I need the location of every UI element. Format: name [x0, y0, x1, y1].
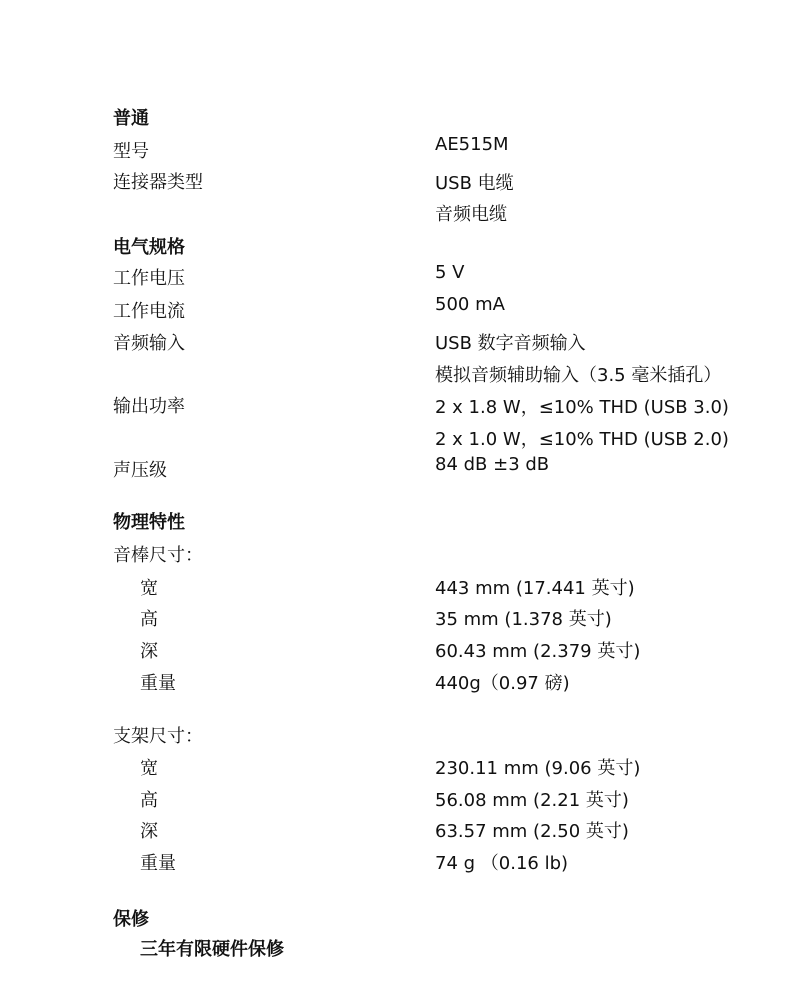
soundbar-weight-value: 440g（0.97 磅) — [435, 673, 570, 694]
soundbar-height-label: 高 — [140, 609, 158, 630]
sound-pressure-level-value: 84 dB ±3 dB — [435, 454, 550, 475]
stand-depth-label: 深 — [140, 821, 158, 842]
section-heading-physical: 物理特性 — [113, 512, 185, 533]
section-heading-warranty: 保修 — [113, 909, 149, 930]
operating-voltage-label: 工作电压 — [113, 268, 185, 289]
connector-type-value: USB 电缆 — [435, 173, 514, 194]
model-value: AE515M — [435, 134, 509, 155]
output-power-value: 2 x 1.8 W，≤10% THD (USB 3.0) — [435, 397, 729, 418]
audio-input-label: 音频输入 — [113, 333, 185, 354]
section-heading-general: 普通 — [113, 108, 149, 129]
sound-pressure-level-label: 声压级 — [113, 460, 167, 481]
soundbar-weight-label: 重量 — [140, 673, 176, 694]
connector-type-label: 连接器类型 — [113, 172, 203, 193]
audio-input-value: 模拟音频辅助输入（3.5 毫米插孔） — [435, 365, 722, 386]
soundbar-dimensions-label: 音棒尺寸： — [113, 545, 203, 566]
warranty-value: 三年有限硬件保修 — [140, 939, 284, 960]
stand-weight-label: 重量 — [140, 853, 176, 874]
stand-width-label: 宽 — [140, 758, 158, 779]
stand-depth-value: 63.57 mm (2.50 英寸) — [435, 821, 629, 842]
output-power-value: 2 x 1.0 W，≤10% THD (USB 2.0) — [435, 429, 729, 450]
output-power-label: 输出功率 — [113, 396, 185, 417]
stand-width-value: 230.11 mm (9.06 英寸) — [435, 758, 641, 779]
audio-input-value: USB 数字音频输入 — [435, 333, 586, 354]
connector-type-value: 音频电缆 — [435, 204, 507, 225]
soundbar-height-value: 35 mm (1.378 英寸) — [435, 609, 612, 630]
section-heading-electrical: 电气规格 — [113, 237, 185, 258]
soundbar-width-value: 443 mm (17.441 英寸) — [435, 578, 635, 599]
soundbar-width-label: 宽 — [140, 578, 158, 599]
operating-current-value: 500 mA — [435, 294, 505, 315]
operating-current-label: 工作电流 — [113, 301, 185, 322]
stand-dimensions-label: 支架尺寸： — [113, 726, 203, 747]
model-label: 型号 — [113, 141, 149, 162]
stand-height-label: 高 — [140, 790, 158, 811]
stand-weight-value: 74 g （0.16 lb) — [435, 853, 569, 874]
stand-height-value: 56.08 mm (2.21 英寸) — [435, 790, 629, 811]
soundbar-depth-value: 60.43 mm (2.379 英寸) — [435, 641, 641, 662]
soundbar-depth-label: 深 — [140, 641, 158, 662]
operating-voltage-value: 5 V — [435, 262, 465, 283]
